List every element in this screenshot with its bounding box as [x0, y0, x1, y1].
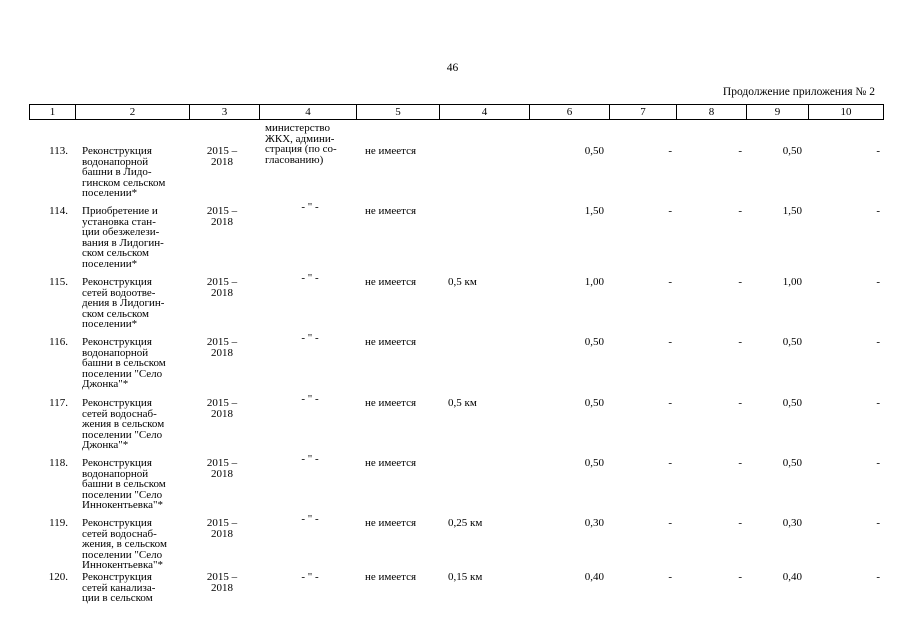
project-documentation: не имеется: [365, 517, 417, 529]
project-years: 2015 – 2018: [206, 205, 238, 228]
header-col-6: 6: [530, 105, 610, 119]
project-name: Реконструкция сетей водоснаб- жения в сельском поселении "Село Джонка"*: [82, 397, 165, 451]
project-col-9: 0,50: [782, 336, 802, 348]
header-col-2: 2: [76, 105, 190, 119]
header-col-3: 3: [190, 105, 260, 119]
project-documentation: не имеется: [365, 205, 417, 217]
project-col-9: 0,40: [782, 571, 802, 583]
project-documentation: не имеется: [365, 457, 417, 469]
project-col-7: -: [668, 145, 672, 157]
project-col-9: 0,50: [782, 397, 802, 409]
project-col-10: -: [876, 145, 880, 157]
project-col-8: -: [738, 145, 742, 157]
project-col-10: -: [876, 205, 880, 217]
project-length: 0,5 км: [448, 397, 477, 409]
project-col-10: -: [876, 571, 880, 583]
project-executor: - " -: [301, 332, 319, 344]
project-col-9: 1,50: [782, 205, 802, 217]
project-documentation: не имеется: [365, 276, 417, 288]
header-col-4: 4: [260, 105, 357, 119]
page-number: 46: [446, 62, 459, 74]
row-number: 120.: [48, 571, 68, 583]
project-total: 1,00: [584, 276, 604, 288]
project-years: 2015 – 2018: [206, 276, 238, 299]
project-col-9: 0,50: [782, 457, 802, 469]
project-executor: - " -: [301, 272, 319, 284]
header-col-1: 1: [30, 105, 76, 119]
row-number: 114.: [49, 205, 68, 217]
header-col-5: 5: [357, 105, 440, 119]
project-total: 0,50: [584, 457, 604, 469]
project-documentation: не имеется: [365, 145, 417, 157]
project-years: 2015 – 2018: [206, 517, 238, 540]
project-years: 2015 – 2018: [206, 457, 238, 480]
row-number: 115.: [49, 276, 68, 288]
project-col-8: -: [738, 397, 742, 409]
project-executor: министерство ЖКХ, админи- страция (по со- гласованию): [265, 122, 337, 166]
project-name: Реконструкция водонапорной башни в сельском поселении "Село Иннокентьевка"*: [82, 457, 166, 511]
project-years: 2015 – 2018: [206, 145, 238, 168]
row-number: 113.: [49, 145, 68, 157]
project-col-7: -: [668, 205, 672, 217]
project-col-7: -: [668, 336, 672, 348]
project-years: 2015 – 2018: [206, 571, 238, 594]
project-name: Реконструкция сетей водоотве- дения в Лидогин- ском сельском поселении*: [82, 276, 165, 330]
project-col-10: -: [876, 336, 880, 348]
project-length: 0,25 км: [448, 517, 483, 529]
row-number: 117.: [49, 397, 68, 409]
project-total: 0,50: [584, 145, 604, 157]
project-col-8: -: [738, 336, 742, 348]
project-name: Реконструкция водонапорной башни в Лидо- гинском сельском поселении*: [82, 145, 166, 199]
project-total: 0,40: [584, 571, 604, 583]
project-col-8: -: [738, 205, 742, 217]
project-col-10: -: [876, 397, 880, 409]
project-executor: - " -: [301, 453, 319, 465]
project-length: 0,5 км: [448, 276, 477, 288]
project-name: Приобретение и установка стан- ции обезжелези- вания в Лидогин- ском сельском поселении*: [82, 205, 164, 270]
header-col-8: 8: [677, 105, 747, 119]
row-number: 119.: [49, 517, 68, 529]
project-documentation: не имеется: [365, 397, 417, 409]
project-executor: - " -: [301, 393, 319, 405]
project-col-9: 0,30: [782, 517, 802, 529]
project-total: 1,50: [584, 205, 604, 217]
project-name: Реконструкция сетей канализа- ции в сельском: [82, 571, 156, 604]
row-number: 118.: [49, 457, 68, 469]
project-col-8: -: [738, 276, 742, 288]
project-documentation: не имеется: [365, 571, 417, 583]
project-col-9: 0,50: [782, 145, 802, 157]
project-executor: - " -: [301, 513, 319, 525]
project-col-8: -: [738, 571, 742, 583]
project-length: 0,15 км: [448, 571, 483, 583]
project-col-7: -: [668, 276, 672, 288]
project-years: 2015 – 2018: [206, 397, 238, 420]
project-col-8: -: [738, 457, 742, 469]
project-executor: - " -: [301, 571, 319, 583]
project-col-10: -: [876, 276, 880, 288]
project-years: 2015 – 2018: [206, 336, 238, 359]
header-col-10: 10: [840, 106, 852, 118]
project-total: 0,30: [584, 517, 604, 529]
project-col-7: -: [668, 517, 672, 529]
project-total: 0,50: [584, 397, 604, 409]
project-col-9: 1,00: [782, 276, 802, 288]
project-executor: - " -: [301, 201, 319, 213]
project-col-10: -: [876, 517, 880, 529]
project-total: 0,50: [584, 336, 604, 348]
project-col-7: -: [668, 397, 672, 409]
project-col-7: -: [668, 571, 672, 583]
header-col-4b: 4: [440, 105, 530, 119]
project-documentation: не имеется: [365, 336, 417, 348]
header-col-9: 9: [747, 105, 809, 119]
row-number: 116.: [49, 336, 68, 348]
project-col-10: -: [876, 457, 880, 469]
project-col-7: -: [668, 457, 672, 469]
project-name: Реконструкция сетей водоснаб- жения, в сельском поселении "Село Иннокентьевка"*: [82, 517, 167, 571]
continuation-label: Продолжение приложения № 2: [722, 86, 875, 98]
project-col-8: -: [738, 517, 742, 529]
header-col-7: 7: [610, 105, 677, 119]
project-name: Реконструкция водонапорной башни в сельском поселении "Село Джонка"*: [82, 336, 166, 390]
